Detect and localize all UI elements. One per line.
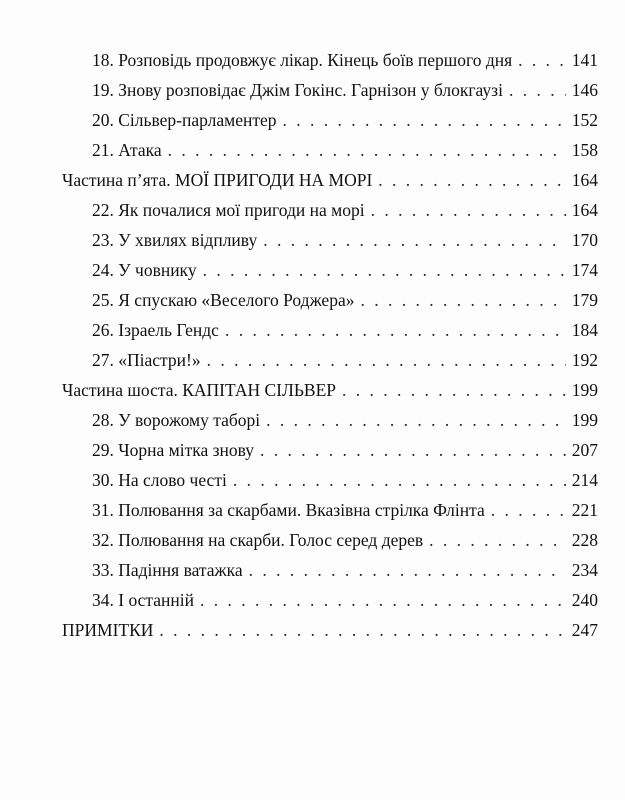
toc-entry-26 bbox=[92, 316, 598, 344]
toc-entry-page: 170 bbox=[571, 230, 598, 250]
toc-entry-31 bbox=[92, 496, 598, 524]
toc-entry-22 bbox=[92, 196, 598, 224]
toc-entry-page: 158 bbox=[571, 140, 598, 160]
dot-leader bbox=[429, 526, 566, 554]
toc-entry-page: 141 bbox=[571, 50, 598, 70]
dot-leader bbox=[249, 556, 566, 584]
toc-part-5 bbox=[62, 166, 598, 194]
toc-entry-page: 152 bbox=[571, 110, 598, 130]
dot-leader bbox=[225, 316, 566, 344]
dot-leader bbox=[168, 136, 566, 164]
toc-entry-25 bbox=[92, 286, 598, 314]
dot-leader bbox=[203, 256, 566, 284]
toc-entry-title: 28. У ворожому таборі bbox=[92, 410, 261, 430]
toc-entry-page: 207 bbox=[571, 440, 598, 460]
dot-leader bbox=[200, 586, 566, 614]
toc-entry-30 bbox=[92, 466, 598, 494]
toc-entry-20 bbox=[92, 106, 598, 134]
dot-leader bbox=[491, 496, 566, 524]
toc-entry-page: 164 bbox=[571, 200, 598, 220]
dot-leader bbox=[371, 196, 566, 224]
dot-leader bbox=[518, 46, 566, 74]
toc-notes bbox=[62, 616, 598, 644]
dot-leader bbox=[378, 166, 565, 194]
toc-entry-title: 33. Падіння ватажка bbox=[92, 560, 243, 580]
toc-entry-19 bbox=[92, 76, 598, 104]
toc-entry-title: 31. Полювання за скарбами. Вказівна стрілка Флінта bbox=[92, 500, 485, 520]
toc-entry-page: 228 bbox=[571, 530, 598, 550]
toc-entry-page: 146 bbox=[571, 80, 598, 100]
toc-entry-21 bbox=[92, 136, 598, 164]
dot-leader bbox=[263, 226, 566, 254]
toc-part-title: Частина шоста. КАПІТАН СІЛЬВЕР bbox=[62, 380, 336, 400]
dot-leader bbox=[260, 436, 566, 464]
toc-entry-page: 214 bbox=[571, 470, 598, 490]
toc-entry-page: 221 bbox=[571, 500, 598, 520]
dot-leader bbox=[360, 286, 565, 314]
toc-entry-28 bbox=[92, 406, 598, 434]
toc-entry-title: 30. На слово честі bbox=[92, 470, 227, 490]
toc-entry-page: 199 bbox=[571, 410, 598, 430]
dot-leader bbox=[266, 406, 566, 434]
toc-entry-title: 29. Чорна мітка знову bbox=[92, 440, 255, 460]
toc-entry-title: 21. Атака bbox=[92, 140, 162, 160]
toc-entry-18 bbox=[92, 46, 598, 74]
toc-entry-page: 164 bbox=[571, 170, 598, 190]
toc-entry-24 bbox=[92, 256, 598, 284]
toc-entry-title: 18. Розповідь продовжує лікар. Кінець боїв першого дня bbox=[92, 50, 513, 70]
toc-entry-23 bbox=[92, 226, 598, 254]
toc-entry-32 bbox=[92, 526, 598, 554]
toc-entry-page: 240 bbox=[571, 590, 598, 610]
toc-entry-title: 32. Полювання на скарби. Голос серед дерев bbox=[92, 530, 424, 550]
dot-leader bbox=[283, 106, 566, 134]
toc-entry-title: 27. «Піастри!» bbox=[92, 350, 201, 370]
toc-entry-title: 22. Як почалися мої пригоди на морі bbox=[92, 200, 365, 220]
toc-entry-page: 192 bbox=[571, 350, 598, 370]
toc-entry-title: 25. Я спускаю «Веселого Роджера» bbox=[92, 290, 355, 310]
toc-entry-page: 199 bbox=[571, 380, 598, 400]
toc-entry-33 bbox=[92, 556, 598, 584]
toc-part-title: Частина п’ята. МОЇ ПРИГОДИ НА МОРІ bbox=[62, 170, 373, 190]
toc-entry-page: 184 bbox=[571, 320, 598, 340]
dot-leader bbox=[509, 76, 566, 104]
toc-entry-34 bbox=[92, 586, 598, 614]
toc-entry-title: 26. Ізраель Гендс bbox=[92, 320, 219, 340]
toc-entry-title: 19. Знову розповідає Джім Гокінс. Гарнізон у блокгаузі bbox=[92, 80, 503, 100]
toc-entry-29 bbox=[92, 436, 598, 464]
toc-part-6 bbox=[62, 376, 598, 404]
toc-notes-title: ПРИМІТКИ bbox=[62, 620, 154, 640]
dot-leader bbox=[342, 376, 566, 404]
dot-leader bbox=[159, 616, 565, 644]
toc-entry-title: 34. І останній bbox=[92, 590, 194, 610]
dot-leader bbox=[233, 466, 566, 494]
toc-entry-title: 23. У хвилях відпливу bbox=[92, 230, 258, 250]
dot-leader bbox=[207, 346, 566, 374]
toc-entry-page: 174 bbox=[571, 260, 598, 280]
toc-entry-27 bbox=[92, 346, 598, 374]
toc-entry-page: 234 bbox=[571, 560, 598, 580]
toc-entry-page: 247 bbox=[571, 620, 598, 640]
toc-entry-title: 20. Сільвер-парламентер bbox=[92, 110, 277, 130]
toc-entry-title: 24. У човнику bbox=[92, 260, 197, 280]
toc-entry-page: 179 bbox=[571, 290, 598, 310]
